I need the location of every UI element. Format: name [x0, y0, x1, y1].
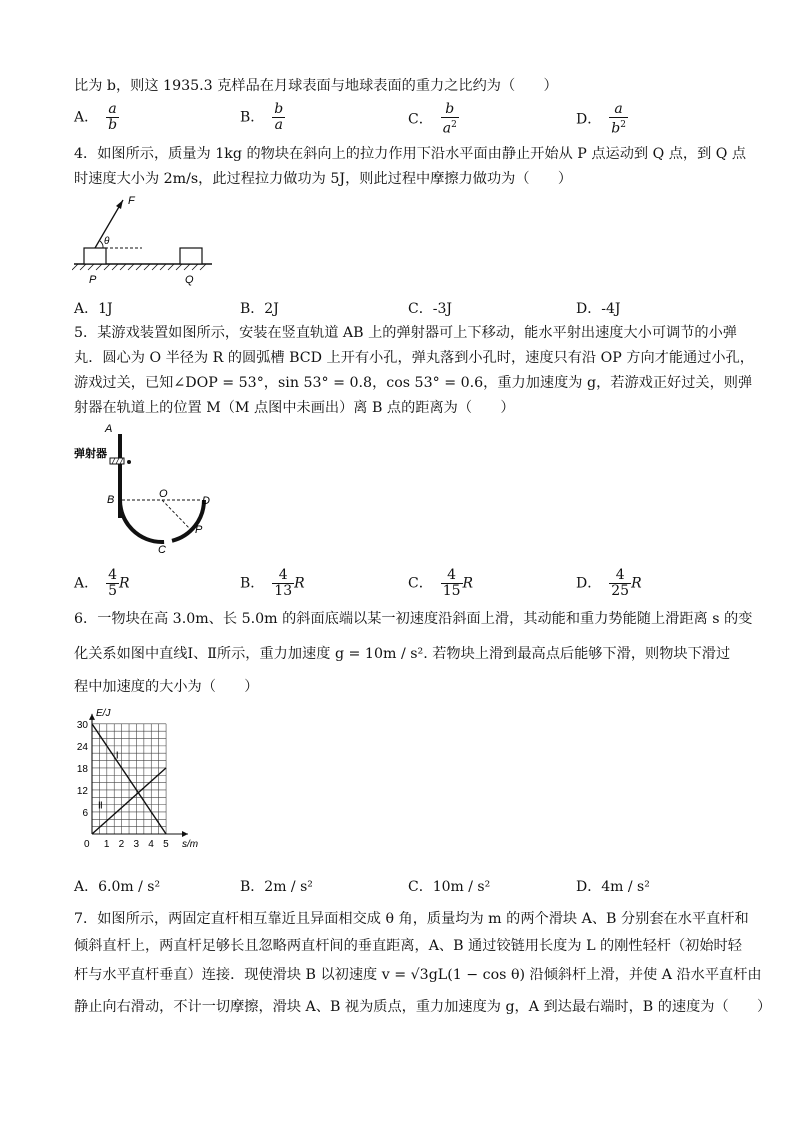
- q6-option-b: B．2m / s²: [240, 879, 313, 895]
- label-launcher: 弹射器: [74, 448, 107, 460]
- q7-line-1: 7．如图所示，两固定直杆相互靠近且异面相交成 θ 角，质量均为 m 的两个滑块 A、B 分别套在水平直杆和: [74, 911, 749, 927]
- q6-energy-chart: [70, 702, 210, 860]
- q5-line-1: 5．某游戏装置如图所示，安装在竖直轨道 AB 上的弹射器可上下移动，能水平射出速度大小可调节的小弹: [74, 325, 737, 341]
- q6-line-1: 6．一物块在高 3.0m、长 5.0m 的斜面底端以某一初速度沿斜面上滑，其动能和重力势能随上滑距离 s 的变: [74, 611, 753, 627]
- q7-line-4: 静止向右滑动，不计一切摩擦，滑块 A、B 视为质点，重力加速度为 g，A 到达最右端时，B 的速度为（ ）: [74, 999, 772, 1015]
- q4-figure: [72, 192, 222, 288]
- x-tick-label: 0: [84, 839, 90, 850]
- q4-option-c: C．-3J: [408, 301, 452, 317]
- q4-option-d: D．-4J: [576, 301, 621, 317]
- y-axis-arrow: [89, 714, 95, 720]
- label-p: P: [89, 274, 97, 286]
- q5-line-2: 丸．圆心为 O 半径为 R 的圆弧槽 BCD 上开有小孔，弹丸落到小孔时，速度只有沿 OP 方向才能通过小孔，: [74, 350, 754, 366]
- q5-option-d: D． $\frac{4}{25}$ R: [576, 567, 642, 599]
- label-c: C: [158, 544, 166, 556]
- q6-line-3: 程中加速度的大小为（ ）: [74, 679, 259, 695]
- q3-option-a: A． $\frac{a}{b}$: [74, 101, 118, 133]
- y-tick-label: 12: [76, 785, 88, 797]
- q6-line-2: 化关系如图中直线Ⅰ、Ⅱ所示，重力加速度 g = 10m / s². 若物块上滑到最高点后能够下滑，则物块下滑过: [74, 646, 731, 662]
- q5-line-3: 游戏过关，已知∠DOP = 53°，sin 53° = 0.8，cos 53° = 0.6，重力加速度为 g，若游戏正好过关，则弹: [74, 375, 753, 391]
- q6-option-c: C．10m / s²: [408, 879, 491, 895]
- x-axis-label: s/m: [182, 839, 199, 850]
- chart-ticks: [77, 720, 169, 850]
- q5-option-c: C． $\frac{4}{15}$ R: [408, 567, 474, 599]
- q4-option-b: B．2J: [240, 301, 279, 317]
- series-label: Ⅱ: [97, 800, 103, 812]
- x-tick-label: 4: [148, 839, 154, 850]
- q3-option-c: C． $\frac{b}{a^2}$: [408, 101, 457, 137]
- q5-figure: [72, 420, 222, 560]
- q6-option-d: D．4m / s²: [576, 879, 650, 895]
- x-tick-label: 2: [118, 839, 125, 850]
- q3-option-b: B． $\frac{b}{a}$: [240, 101, 284, 133]
- q5-option-a: A． $\frac{4}{5}$ R: [74, 567, 130, 599]
- series-label: Ⅰ: [115, 750, 119, 762]
- label-d: D: [202, 495, 210, 507]
- q7-line-3: 杆与水平直杆垂直）连接．现使滑块 B 以初速度 v = √3gL(1 − cos θ) 沿倾斜杆上滑，并使 A 沿水平直杆由: [74, 967, 762, 983]
- y-tick-label: 30: [76, 719, 88, 731]
- label-a: A: [105, 423, 113, 435]
- x-tick-label: 5: [163, 839, 169, 850]
- q5-option-b: B． $\frac{4}{13}$ R: [240, 567, 305, 599]
- x-axis-arrow: [182, 831, 188, 837]
- q3-text: 比为 b，则这 1935.3 克样品在月球表面与地球表面的重力之比约为（ ）: [74, 78, 558, 94]
- q4-line-2: 时速度大小为 2m/s，此过程拉力做功为 5J，则此过程中摩擦力做功为（ ）: [74, 171, 573, 187]
- q4-option-a: A．1J: [74, 301, 113, 317]
- label-b: B: [107, 494, 115, 506]
- y-axis-label: E/J: [96, 707, 111, 719]
- label-p5: P: [195, 524, 203, 536]
- block-q: [180, 248, 202, 264]
- q4-line-1: 4．如图所示，质量为 1kg 的物块在斜向上的拉力作用下沿水平面由静止开始从 P 点运动到 Q 点，到 Q 点: [74, 146, 747, 162]
- q5-line-4: 射器在轨道上的位置 M（M 点图中未画出）离 B 点的距离为（ ）: [74, 400, 515, 416]
- q6-option-a: A．6.0m / s²: [74, 879, 161, 895]
- q7-line-2: 倾斜直杆上，两直杆足够长且忽略两直杆间的垂直距离，A、B 通过铰链用长度为 L 的刚性轻杆（初始时轻: [74, 938, 742, 954]
- label-o: O: [159, 488, 168, 500]
- x-tick-label: 1: [103, 839, 110, 850]
- x-tick-label: 3: [133, 839, 140, 850]
- y-tick-label: 18: [76, 763, 88, 775]
- q3-option-d: D． $\frac{a}{b^2}$: [576, 101, 626, 137]
- label-f: F: [128, 195, 135, 207]
- label-theta: θ: [104, 236, 110, 247]
- label-q: Q: [185, 274, 194, 286]
- y-tick-label: 6: [82, 807, 88, 819]
- block-p: [84, 248, 106, 264]
- y-tick-label: 24: [76, 741, 88, 753]
